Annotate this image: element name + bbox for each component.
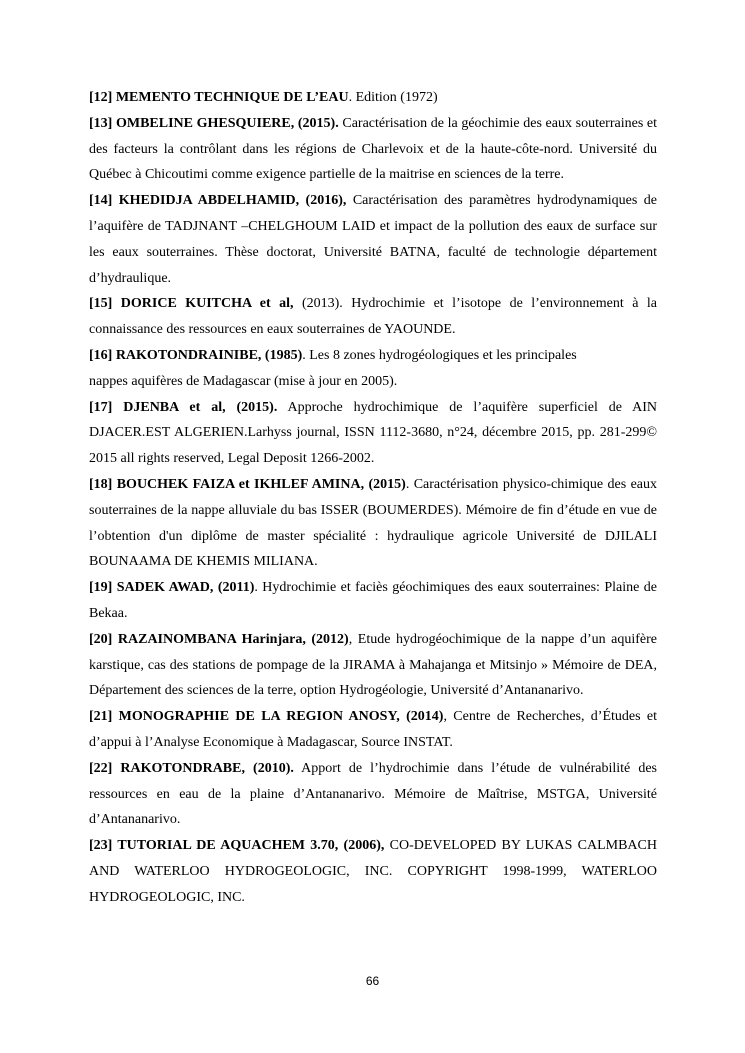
reference-23 (89, 833, 657, 910)
reference-text: , Etude hydrogéochimique de la nappe d’un aquifère karstique, cas des stations de pompage de la JIRAMA à Mahajanga et Mitsinjo » Mémoire de DEA, Département des sciences de la terre, option Hydrogéologie, Université d’Antananarivo. (89, 631, 658, 699)
reference-label: [17] DJENBA et al, (2015). (89, 399, 278, 415)
reference-label: [14] KHEDIDJA ABDELHAMID, (2016), (89, 193, 347, 209)
reference-text: (2013). Hydrochimie et l’isotope de l’environnement à la connaissance des ressources en eaux souterraines de YAOUNDE. (89, 296, 657, 338)
reference-label: [13] OMBELINE GHESQUIERE, (2015). (89, 115, 339, 131)
reference-label: [16] RAKOTONDRAINIBE, (1985) (89, 347, 303, 363)
reference-14 (89, 188, 657, 291)
reference-label: [15] DORICE KUITCHA et al, (89, 296, 294, 312)
reference-text: . Hydrochimie et faciès géochimiques des eaux souterraines: Plaine de Bekaa. (89, 580, 657, 621)
reference-label: [12] MEMENTO TECHNIQUE DE L’EAU (89, 90, 349, 105)
reference-text: . Les 8 zones hydrogéologiques et les principales nappes aquifères de Madagascar (mise à jour en 2005). (89, 347, 577, 389)
reference-19 (89, 575, 657, 627)
reference-text: Apport de l’hydrochimie dans l’étude de vulnérabilité des ressources en eau de la plaine d’Antananarivo. Mémoire de Maîtrise, MSTGA, Université d’Antananarivo. (89, 760, 657, 828)
reference-label: [18] BOUCHEK FAIZA et IKHLEF AMINA, (2015) (89, 476, 406, 492)
reference-13 (89, 111, 657, 188)
reference-21 (89, 704, 657, 756)
reference-text: CO-DEVELOPED BY LUKAS CALMBACH AND WATERLOO HYDROGEOLOGIC, INC. COPYRIGHT 1998-1999, WATERLOO HYDROGEOLOGIC, INC. (89, 838, 657, 905)
reference-text: Caractérisation de la géochimie des eaux souterraines et des facteurs la contrôlant dans les régions de Charlevoix et de la haute-côte-nord. Université du Québec à Chicoutimi comme exigence partielle de la maitrise en sciences de la terre. (89, 115, 657, 183)
page-number: 66 (365, 974, 380, 988)
reference-16 (89, 343, 617, 395)
reference-text: Approche hydrochimique de l’aquifère superficiel de AIN DJACER.EST ALGERIEN.Larhyss journal, ISSN 1112-3680, n°24, décembre 2015, pp. 281-299© 2015 all rights reserved, Legal Deposit 1266-2002. (89, 399, 658, 467)
reference-text: . Caractérisation physico-chimique des eaux souterraines de la nappe alluviale du bas ISSER (BOUMERDES). Mémoire de fin d’étude en vue de l’obtention d'un diplôme de master spécialité : hydraulique agricole Université de DJILALI BOUNAAMA DE KHEMIS MILIANA. (89, 476, 657, 570)
reference-text: , Centre de Recherches, d’Études et d’appui à l’Analyse Economique à Madagascar, Source INSTAT. (89, 709, 658, 750)
reference-label: [20] RAZAINOMBANA Harinjara, (2012) (89, 631, 349, 647)
reference-22 (89, 756, 657, 833)
reference-text: . Edition (1972) (348, 90, 438, 105)
reference-17 (89, 395, 657, 472)
reference-text: Caractérisation des paramètres hydrodynamiques de l’aquifère de TADJNANT –CHELGHOUM LAID et impact de la pollution des eaux de surface sur les eaux souterraines. Thèse doctorat, Université BATNA, faculté de technologie département d’hydraulique. (89, 193, 657, 286)
reference-list (89, 85, 657, 911)
reference-label: [21] MONOGRAPHIE DE LA REGION ANOSY, (2014) (89, 709, 444, 725)
reference-20 (89, 627, 657, 704)
reference-18 (89, 472, 657, 575)
reference-label: [23] TUTORIAL DE AQUACHEM 3.70, (2006), (89, 838, 385, 854)
reference-15 (89, 291, 657, 343)
reference-label: [22] RAKOTONDRABE, (2010). (89, 760, 294, 776)
reference-label: [19] SADEK AWAD, (2011) (89, 580, 255, 596)
reference-12 (89, 85, 657, 111)
